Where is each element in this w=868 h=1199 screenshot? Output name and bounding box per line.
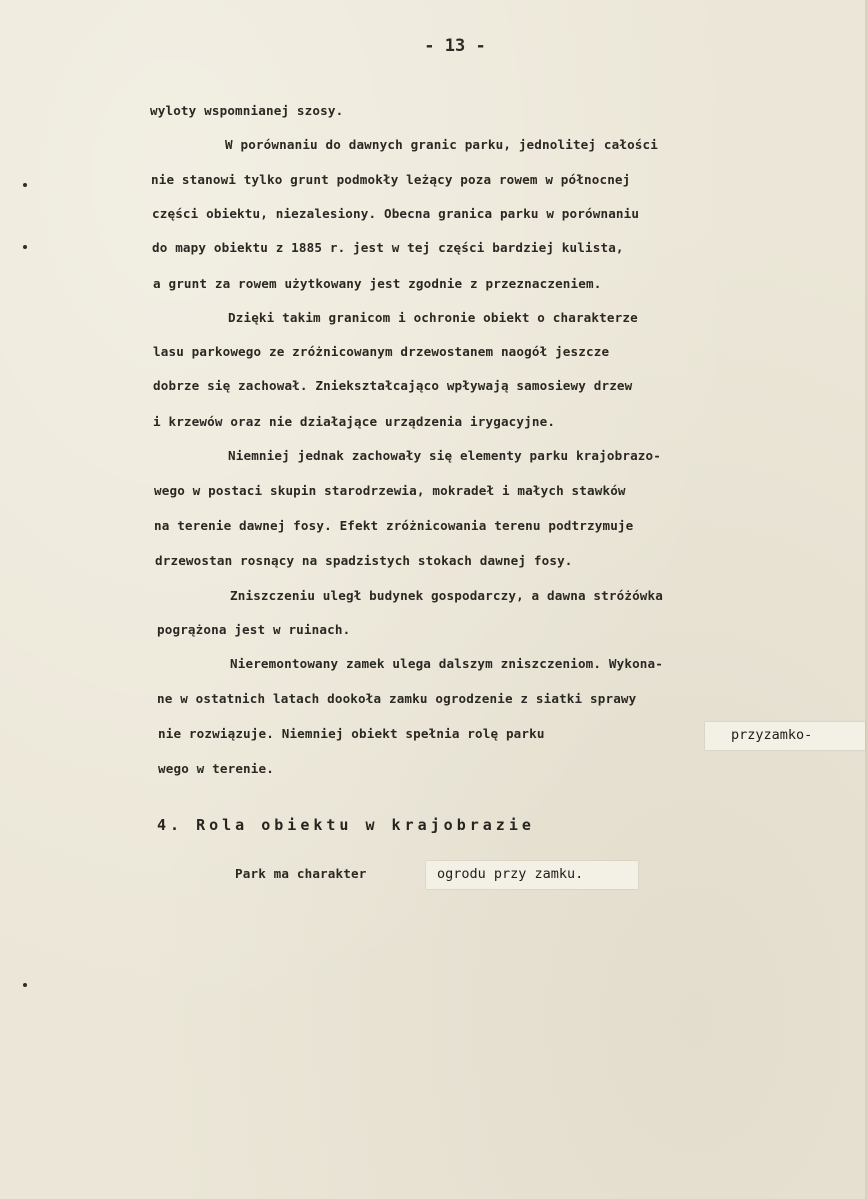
text-line-13: na terenie dawnej fosy. Efekt zróżnicowania terenu podtrzymuje	[154, 518, 634, 533]
text-line-4: części obiektu, niezalesiony. Obecna granica parku w porównaniu	[152, 206, 640, 221]
text-line-3: nie stanowi tylko grunt podmokły leżący poza rowem w północnej	[151, 172, 631, 187]
text-line-17: Nieremontowany zamek ulega dalszym zniszczeniom. Wykona-	[230, 656, 663, 671]
pasted-correction-slip-2: ogrodu przy zamku.	[426, 861, 638, 889]
text-line-5: do mapy obiektu z 1885 r. jest w tej części bardziej kulista,	[152, 240, 624, 255]
punch-hole-mark	[23, 983, 27, 987]
text-line-16: pogrążona jest w ruinach.	[157, 622, 351, 637]
text-line-7: Dzięki takim granicom i ochronie obiekt o charakterze	[228, 310, 638, 325]
text-line-9: dobrze się zachował. Zniekształcająco wpływają samosiewy drzew	[153, 378, 633, 393]
text-line-19: nie rozwiązuje. Niemniej obiekt spełnia rolę parku	[158, 726, 545, 741]
text-line-6: a grunt za rowem użytkowany jest zgodnie z przeznaczeniem.	[153, 276, 602, 291]
text-line-18: ne w ostatnich latach dookoła zamku ogrodzenie z siatki sprawy	[157, 691, 637, 706]
text-line-14: drzewostan rosnący na spadzistych stokach dawnej fosy.	[155, 553, 573, 568]
section-heading: 4. Rola obiektu w krajobrazie	[157, 816, 535, 834]
text-line-20: wego w terenie.	[158, 761, 274, 776]
text-line-2: W porównaniu do dawnych granic parku, jednolitej całości	[225, 137, 658, 152]
punch-hole-mark	[23, 245, 27, 249]
text-line-15: Zniszczeniu uległ budynek gospodarczy, a dawna stróżówka	[230, 588, 663, 603]
pasted-correction-slip: przyzamko-	[705, 722, 865, 750]
punch-hole-mark	[23, 183, 27, 187]
text-line-10: i krzewów oraz nie działające urządzenia irygacyjne.	[153, 414, 556, 429]
text-line-1: wyloty wspomnianej szosy.	[150, 103, 344, 118]
text-line-11: Niemniej jednak zachowały się elementy parku krajobrazo-	[228, 448, 661, 463]
text-line-8: lasu parkowego ze zróżnicowanym drzewostanem naogół jeszcze	[153, 344, 610, 359]
section-text-prefix: Park ma charakter	[235, 866, 367, 881]
page-number: - 13 -	[424, 36, 486, 56]
text-line-12: wego w postaci skupin starodrzewia, mokradeł i małych stawków	[154, 483, 626, 498]
